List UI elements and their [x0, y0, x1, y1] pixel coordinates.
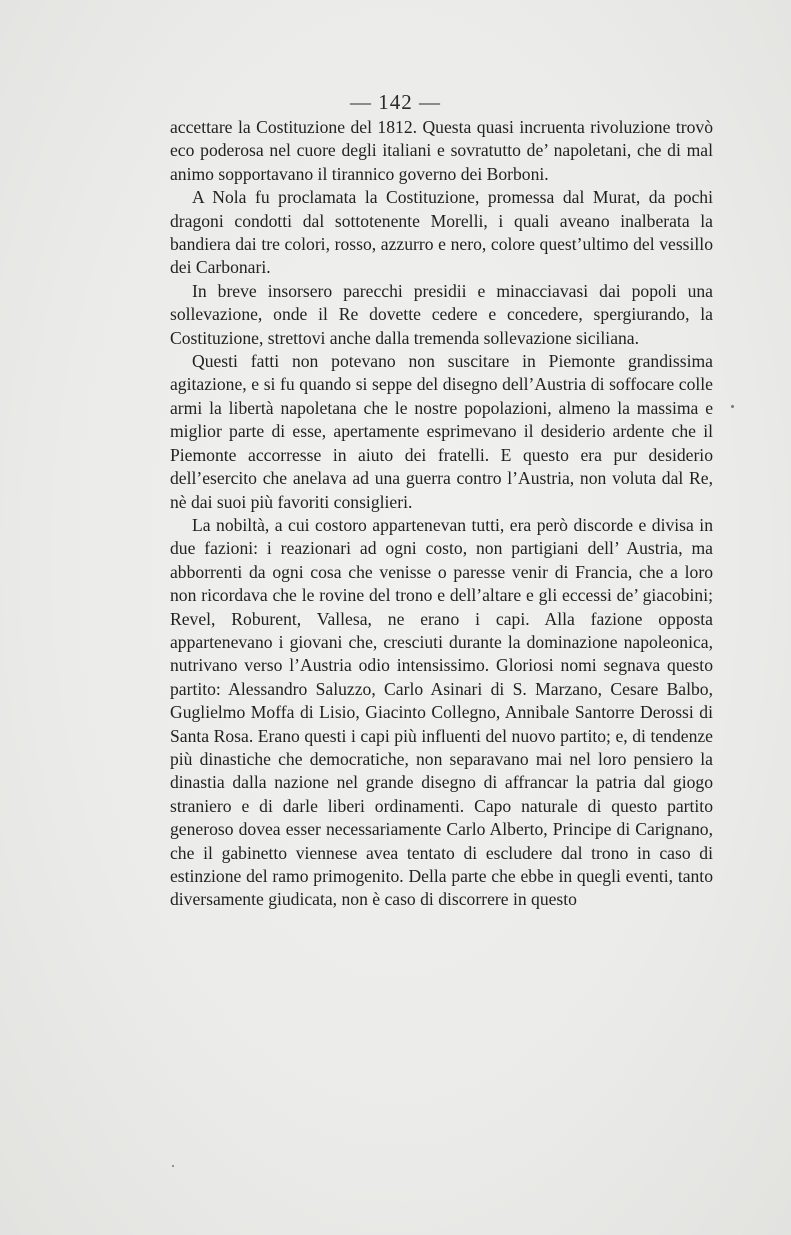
paragraph-1: accettare la Costituzione del 1812. Questa quasi incruenta rivoluzione trovò eco poderosa nel cuore degli italiani e sovratutto de’ napoletani, che di mal animo sopportavano il tirannico governo dei Borboni.	[170, 117, 713, 184]
paragraph-4: Questi fatti non potevano non suscitare in Piemonte grandissima agitazione, e si fu quando si seppe del disegno dell’Austria di soffocare colle armi la libertà napoletana che le nostre popolazioni, almeno la massima e miglior parte di esse, apertamente esprimevano il desiderio ardente che il Piemonte accorresse in aiuto dei fratelli. E questo era pur desiderio dell’esercito che anelava ad una guerra contro l’Austria, non voluta dal Re, nè dai suoi più favoriti consiglieri.	[170, 351, 713, 512]
paragraph-5: La nobiltà, a cui costoro appartenevan tutti, era però discorde e divisa in due fazioni: i reazionari ad ogni costo, non partigiani dell’ Austria, ma abborrenti da ogni cosa che venisse o paresse venir di Francia, che a loro non ricordava che le rovine del trono e dell’altare e gli eccessi de’ giacobini; Revel, Roburent, Vallesa, ne erano i capi. Alla fazione opposta appartenevano i giovani che, cresciuti durante la dominazione napoleonica, nutrivano verso l’Austria odio intensissimo. Gloriosi nomi segnava questo partito: Alessandro Saluzzo, Carlo Asinari di S. Marzano, Cesare Balbo, Guglielmo Moffa di Lisio, Giacinto Collegno, Annibale Santorre Derossi di Santa Rosa. Erano questi i capi più influenti del nuovo partito; e, di tendenze più dinastiche che democratiche, non separavano mai nel loro pensiero la dinastia dalla nazione nel grande disegno di affrancar la patria dal giogo straniero e di darle liberi ordinamenti. Capo naturale di questo partito generoso dovea esser necessariamente Carlo Alberto, Principe di Carignano, che il gabinetto viennese avea tentato di escludere dal trono in caso di estinzione del ramo primogenito. Della parte che ebbe in quegli eventi, tanto diversamente giudicata, non è caso di discorrere in questo	[170, 514, 713, 910]
paragraph-2: A Nola fu proclamata la Costituzione, promessa dal Murat, da pochi dragoni condotti dal sottotenente Morelli, i quali aveano inalberata la bandiera dai tre colori, rosso, azzurro e nero, colore quest’ultimo del vessillo dei Carbonari.	[170, 187, 713, 278]
paragraph-3: In breve insorsero parecchi presidii e minacciavasi dai popoli una sollevazione, onde il Re dovette cedere e concedere, spergiurando, la Costituzione, strettovi anche dalla tremenda sollevazione siciliana.	[170, 280, 713, 348]
body-text	[170, 116, 713, 912]
page-number: — 142 —	[350, 90, 441, 114]
scan-speck	[731, 405, 734, 408]
scan-speck	[172, 1165, 174, 1167]
